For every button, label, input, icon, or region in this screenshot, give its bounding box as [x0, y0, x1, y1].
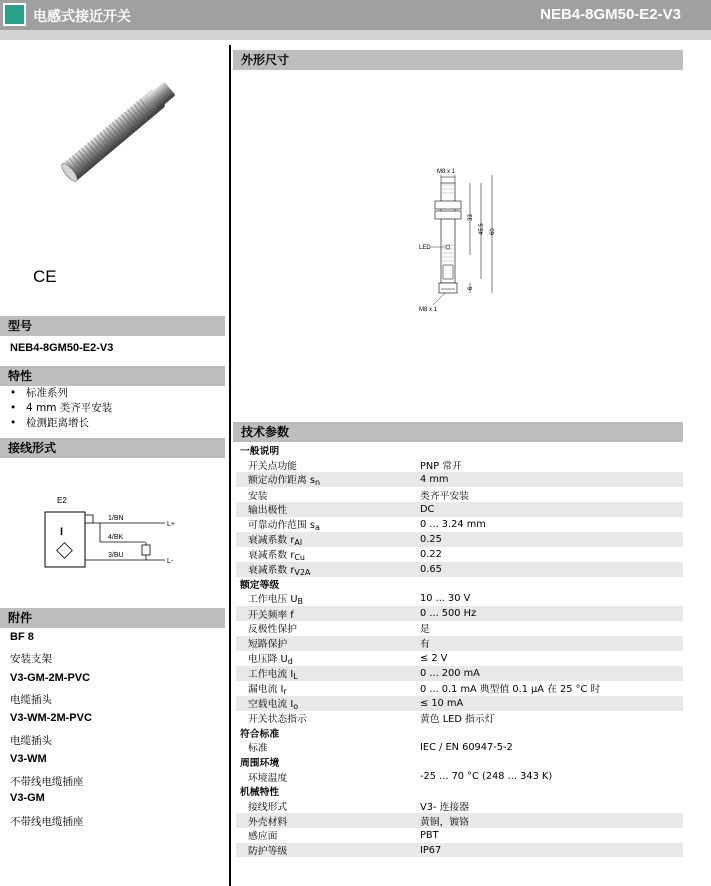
spec-value: 黄色 LED 指示灯: [420, 713, 495, 725]
spec-group-row: [236, 784, 683, 799]
wiring-pin-label: 3/BU: [108, 552, 124, 559]
wiring-terminal-label: L+: [167, 521, 175, 528]
page-title: 电感式接近开关: [33, 9, 131, 25]
brand-square-icon: [3, 3, 26, 26]
spec-value: 是: [420, 624, 430, 636]
spec-row: [236, 843, 683, 858]
spec-value: V3- 连接器: [420, 801, 469, 813]
product-photo: [45, 70, 195, 190]
drawing-dim: 6: [468, 286, 474, 290]
spec-row: [236, 769, 683, 784]
spec-label: 感应面: [248, 831, 278, 843]
wiring-pin-label: 1/BN: [108, 515, 124, 522]
dimension-drawing: [415, 165, 515, 315]
spec-label: 防护等级: [236, 843, 416, 858]
spec-row: [236, 487, 683, 502]
spec-label: 额定动作距离 $s_n$: [236, 472, 416, 487]
wiring-diagram: [40, 490, 190, 580]
spec-group-title: 额定等级: [240, 580, 280, 592]
accessory-code[interactable]: V3-GM-2M-PVC: [10, 672, 91, 684]
spec-group-title: 周围环境: [240, 757, 280, 769]
accessory-code[interactable]: V3-WM: [10, 753, 47, 765]
ce-mark: CE: [33, 267, 57, 286]
feature-item: • 标准系列: [10, 386, 112, 401]
spec-value: 0 ... 0.1 mA 典型值 0.1 µA 在 25 °C 时: [420, 684, 601, 695]
wiring-pin-label: 4/BK: [108, 534, 124, 541]
spec-row: [236, 458, 683, 473]
spec-value: 0 ... 500 Hz: [416, 606, 683, 621]
spec-label: 衰减系数 $r_{V2A}$: [236, 562, 416, 577]
wiring-label: E2: [57, 496, 67, 505]
features-heading: 特性: [0, 366, 225, 386]
drawing-thread-bottom: M8 x 1: [419, 307, 438, 313]
spec-label: 接线形式: [248, 801, 288, 813]
spec-value: 0.65: [416, 562, 683, 577]
feature-item: • 检测距离增长: [10, 416, 112, 431]
spec-label: 可靠动作范围 $s_a$: [248, 519, 320, 532]
spec-label: 漏电流 $I_r$: [248, 683, 287, 696]
type-heading: 型号: [0, 316, 225, 336]
spec-label: 工作电流 $I_L$: [236, 666, 416, 681]
drawing-dim: 45.5: [479, 223, 485, 235]
spec-value: -25 ... 70 °C (248 ... 343 K): [420, 771, 553, 783]
spec-group-row: [236, 443, 683, 458]
header-model: NEB4-8GM50-E2-V3: [540, 6, 681, 23]
spec-label: 电压降 $U_d$: [248, 653, 293, 666]
feature-item: • 4 mm 类齐平安装: [10, 401, 112, 416]
spec-value: 0 ... 3.24 mm: [420, 518, 486, 530]
tech-heading: 技术参数: [233, 422, 683, 442]
spec-row: [236, 621, 683, 636]
spec-row: [236, 651, 683, 666]
spec-label: 短路保护: [236, 636, 416, 651]
spec-group-title: 符合标准: [240, 728, 280, 740]
spec-row: [236, 636, 683, 651]
page-header: [0, 0, 711, 30]
spec-value: DC: [416, 502, 683, 517]
drawing-dim: 60: [490, 228, 496, 235]
spec-row: [236, 562, 683, 577]
spec-value: ≤ 10 mA: [416, 696, 683, 711]
spec-row: [236, 517, 683, 532]
dimensions-heading: 外形尺寸: [233, 50, 683, 70]
drawing-dim: 33: [468, 214, 474, 221]
spec-row: [236, 828, 683, 843]
spec-label: 开关点功能: [248, 461, 297, 473]
column-divider: [229, 45, 231, 886]
spec-row: [236, 681, 683, 696]
spec-label: 衰减系数 $r_{Cu}$: [248, 549, 305, 562]
accessories-heading: 附件: [0, 608, 225, 628]
spec-label: 标准: [248, 743, 268, 755]
accessory-code[interactable]: BF 8: [10, 631, 34, 643]
spec-label: 开关状态指示: [248, 713, 307, 725]
spec-value: 10 ... 30 V: [420, 593, 471, 605]
wiring-box-label: I: [60, 526, 64, 538]
spec-value: IP67: [416, 843, 683, 858]
spec-value: 0.22: [420, 548, 442, 560]
spec-value: 4 mm: [416, 472, 683, 487]
spec-row: [236, 472, 683, 487]
drawing-thread-top: M8 x 1: [437, 169, 456, 175]
accessory-desc: 安装支架: [10, 653, 52, 665]
spec-label: 工作电压 $U_B$: [248, 594, 303, 607]
spec-row: [236, 813, 683, 828]
spec-value: IEC / EN 60947-5-2: [420, 741, 513, 753]
spec-value: 黄铜，镀铬: [416, 813, 683, 828]
spec-value: 0 ... 200 mA: [416, 666, 683, 681]
spec-label: 衰减系数 $r_{Al}$: [236, 532, 416, 547]
spec-row: [236, 799, 683, 814]
accessory-desc: 不带线电缆插座: [10, 816, 84, 828]
spec-label: 开关频率 f: [236, 606, 416, 621]
accessory-code[interactable]: V3-WM-2M-PVC: [10, 712, 92, 724]
type-value: NEB4-8GM50-E2-V3: [10, 342, 114, 354]
spec-row: [236, 547, 683, 562]
accessory-desc: 电缆插头: [10, 735, 52, 747]
spec-value: 0.25: [416, 532, 683, 547]
accessory-desc: 不带线电缆插座: [10, 776, 84, 788]
spec-group-row: [236, 577, 683, 592]
accessory-desc: 电缆插头: [10, 694, 52, 706]
spec-row: [236, 591, 683, 606]
spec-group-row: [236, 725, 683, 740]
drawing-led-label: LED: [419, 245, 431, 251]
spec-label: 外壳材料: [236, 813, 416, 828]
features-list: [10, 386, 112, 431]
wiring-terminal-label: L-: [167, 558, 174, 565]
spec-value: ≤ 2 V: [420, 652, 448, 664]
accessory-code[interactable]: V3-GM: [10, 792, 45, 804]
spec-label: 输出极性: [236, 502, 416, 517]
spec-row: [236, 696, 683, 711]
connection-heading: 接线形式: [0, 438, 225, 458]
spec-group-row: [236, 755, 683, 770]
spec-row: [236, 740, 683, 755]
spec-label: 空载电流 $I_o$: [236, 696, 416, 711]
spec-row: [236, 502, 683, 517]
spec-label: 反极性保护: [248, 624, 297, 636]
spec-row: [236, 532, 683, 547]
tech-specs-table: [236, 443, 683, 857]
spec-row: [236, 711, 683, 726]
spec-value: PNP 常开: [420, 461, 462, 473]
spec-row: [236, 666, 683, 681]
spec-value: 类齐平安装: [420, 490, 469, 502]
spec-label: 环境温度: [248, 772, 288, 784]
spec-row: [236, 606, 683, 621]
spec-group-title: 机械特性: [240, 787, 280, 799]
spec-label: 安装: [248, 490, 268, 502]
header-underline: [0, 30, 711, 40]
spec-value: PBT: [420, 829, 439, 841]
spec-value: 有: [416, 636, 683, 651]
spec-group-title: 一般说明: [240, 446, 280, 458]
